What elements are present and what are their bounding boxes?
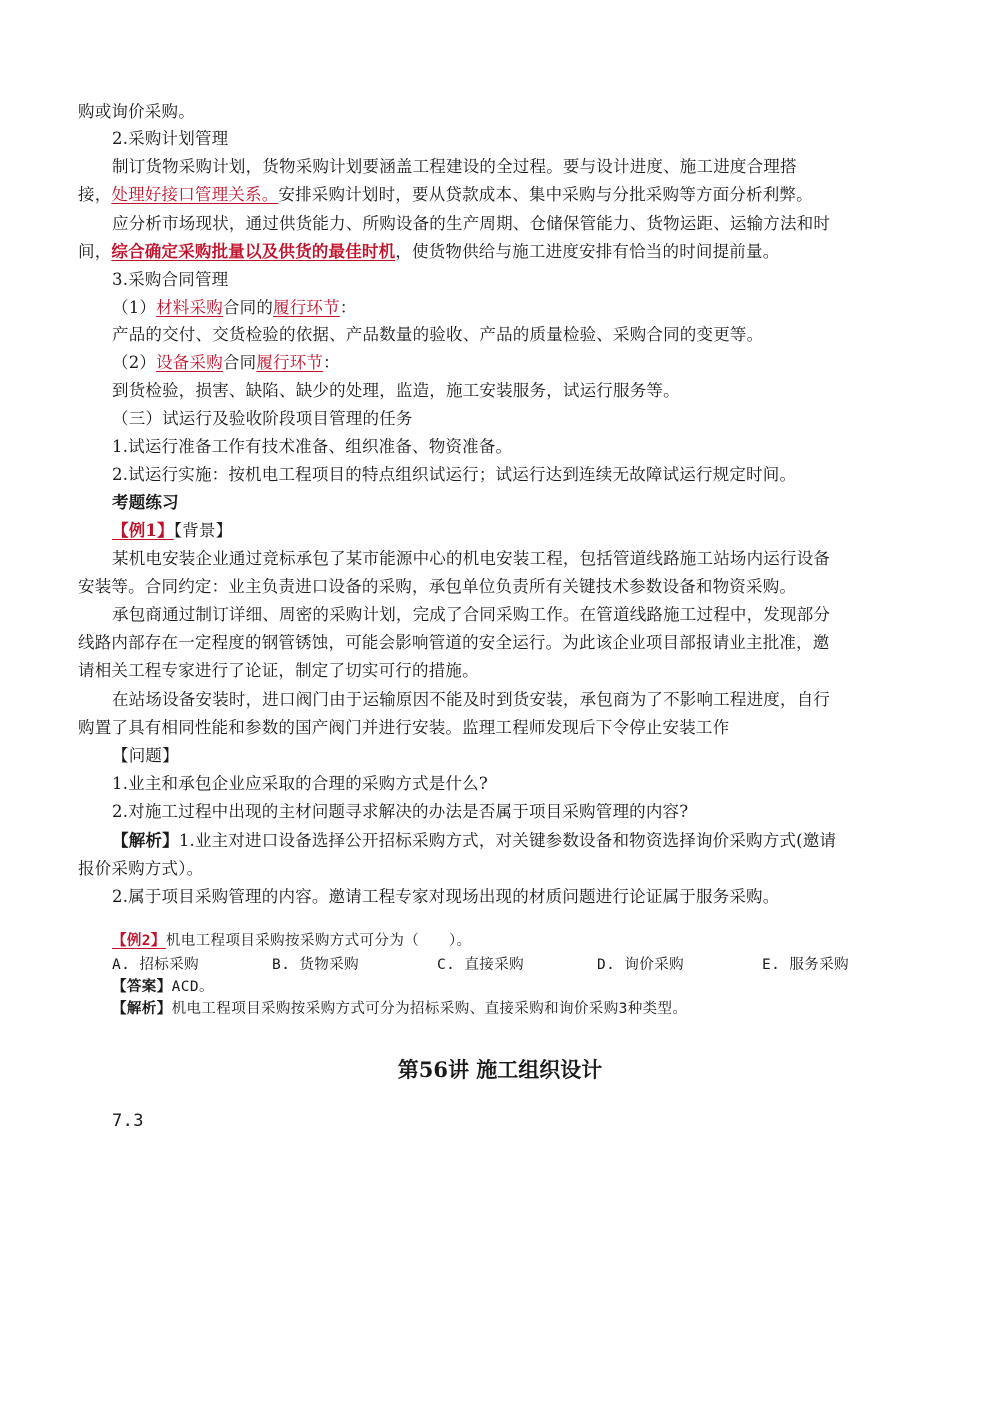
text-span: ，使货物供给与施工进度安排有恰当的时间提前量。 xyxy=(395,242,780,261)
text-line: 应分析市场现状，通过供货能力、所购设备的生产周期、仓储保管能力、货物运距、运输方法和时 xyxy=(112,214,831,233)
text-span: 安排采购计划时，要从贷款成本、集中采购与分批采购等方面分析利弊。 xyxy=(278,185,813,204)
option-b: B. 货物采购 xyxy=(272,957,359,973)
text-span: （2） xyxy=(112,353,157,372)
text-line xyxy=(78,184,813,206)
text-line xyxy=(112,830,836,852)
example-tag: 【例2】 xyxy=(112,933,166,949)
text-span: ： xyxy=(323,353,340,372)
text-line: 购置了具有相同性能和参数的国产阀门并进行安装。监理工程师发现后下令停止安装工作 xyxy=(78,718,730,737)
text-line xyxy=(112,352,340,374)
text-span: 间， xyxy=(78,242,112,261)
answer-line xyxy=(112,976,214,998)
analysis-line xyxy=(112,998,687,1020)
highlight-text: 设备采购 xyxy=(156,353,223,372)
text-line xyxy=(112,520,232,542)
text-line: 产品的交付、交货检验的依据、产品数量的验收、产品的质量检验、采购合同的变更等。 xyxy=(112,325,764,344)
analysis-text: 机电工程项目采购按采购方式可分为招标采购、直接采购和询价采购3种类型。 xyxy=(171,1001,688,1017)
text-line: 线路内部存在一定程度的钢管锈蚀，可能会影响管道的安全运行。为此该企业项目部报请业主批准，邀 xyxy=(78,633,830,652)
text-line: 购或询价采购。 xyxy=(78,102,195,121)
text-span: 【背景】 xyxy=(173,521,233,540)
answer-label: 【答案】 xyxy=(112,979,172,995)
text-line: 承包商通过制订详细、周密的采购计划，完成了合同采购工作。在管道线路施工过程中，发现部分 xyxy=(112,605,831,624)
analysis-label: 【解析】 xyxy=(112,831,179,850)
section-title: 第56讲 施工组织设计 xyxy=(397,1057,603,1082)
text-line xyxy=(112,297,357,319)
text-span: ： xyxy=(339,298,357,317)
section-heading: 考题练习 xyxy=(112,493,179,512)
example2-question xyxy=(112,930,472,952)
analysis-label: 【解析】 xyxy=(112,1001,172,1017)
subheading: （三）试运行及验收阶段项目管理的任务 xyxy=(112,409,413,428)
highlight-text: 材料采购 xyxy=(156,298,223,317)
option-a: A. 招标采购 xyxy=(112,957,199,973)
text-line: 【问题】 xyxy=(112,746,179,765)
question-line: 1.业主和承包企业应采取的合理的采购方式是什么? xyxy=(112,774,488,793)
highlight-text: 处理好接口管理关系。 xyxy=(111,185,279,204)
text-line: 制订货物采购计划，货物采购计划要涵盖工程建设的全过程。要与设计进度、施工进度合理搭 xyxy=(112,157,797,176)
text-span: 合同 xyxy=(222,353,257,372)
text-span: 1.业主对进口设备选择公开招标采购方式，对关键参数设备和物资选择询价采购方式(邀请 xyxy=(178,831,837,850)
highlight-text: 履行环节 xyxy=(273,298,340,317)
subheading: 2.采购计划管理 xyxy=(112,129,229,148)
text-line: 在站场设备安装时，进口阀门由于运输原因不能及时到货安装，承包商为了不影响工程进度，自行 xyxy=(112,690,831,709)
example2-options xyxy=(112,954,912,976)
question-text: 机电工程项目采购按采购方式可分为（ ）。 xyxy=(165,933,472,949)
option-c: C. 直接采购 xyxy=(437,957,524,973)
answer-value: ACD。 xyxy=(171,979,214,995)
text-line: 安装等。合同约定：业主负责进口设备的采购，承包单位负责所有关键技术参数设备和物资采购。 xyxy=(78,577,797,596)
subheading: 3.采购合同管理 xyxy=(112,270,229,289)
option-d: D. 询价采购 xyxy=(597,957,684,973)
question-line: 2.对施工过程中出现的主材问题寻求解决的办法是否属于项目采购管理的内容? xyxy=(112,802,689,821)
highlight-text: 综合确定采购批量以及供货的最佳时机 xyxy=(111,242,396,261)
text-line: 2.属于项目采购管理的内容。邀请工程专家对现场出现的材质问题进行论证属于服务采购。 xyxy=(112,887,780,906)
text-line: 报价采购方式）。 xyxy=(78,859,204,878)
text-line xyxy=(78,241,779,263)
text-line: 1.试运行准备工作有技术准备、组织准备、物资准备。 xyxy=(112,437,513,456)
text-span: 接， xyxy=(78,185,112,204)
text-line: 某机电安装企业通过竞标承包了某市能源中心的机电安装工程，包括管道线路施工站场内运行设备 xyxy=(112,549,831,568)
highlight-text: 履行环节 xyxy=(256,353,324,372)
option-e: E. 服务采购 xyxy=(762,957,849,973)
text-line: 2.试运行实施：按机电工程项目的特点组织试运行；试运行达到连续无故障试运行规定时间。 xyxy=(112,465,797,484)
example-tag: 【例1】 xyxy=(112,521,174,540)
text-span: 合同的 xyxy=(222,298,274,317)
section-number: 7.3 xyxy=(112,1111,144,1131)
text-span: （1） xyxy=(112,298,157,317)
text-line: 到货检验，损害、缺陷、缺少的处理，监造，施工安装服务，试运行服务等。 xyxy=(112,381,680,400)
text-line: 请相关工程专家进行了论证，制定了切实可行的措施。 xyxy=(78,661,479,680)
